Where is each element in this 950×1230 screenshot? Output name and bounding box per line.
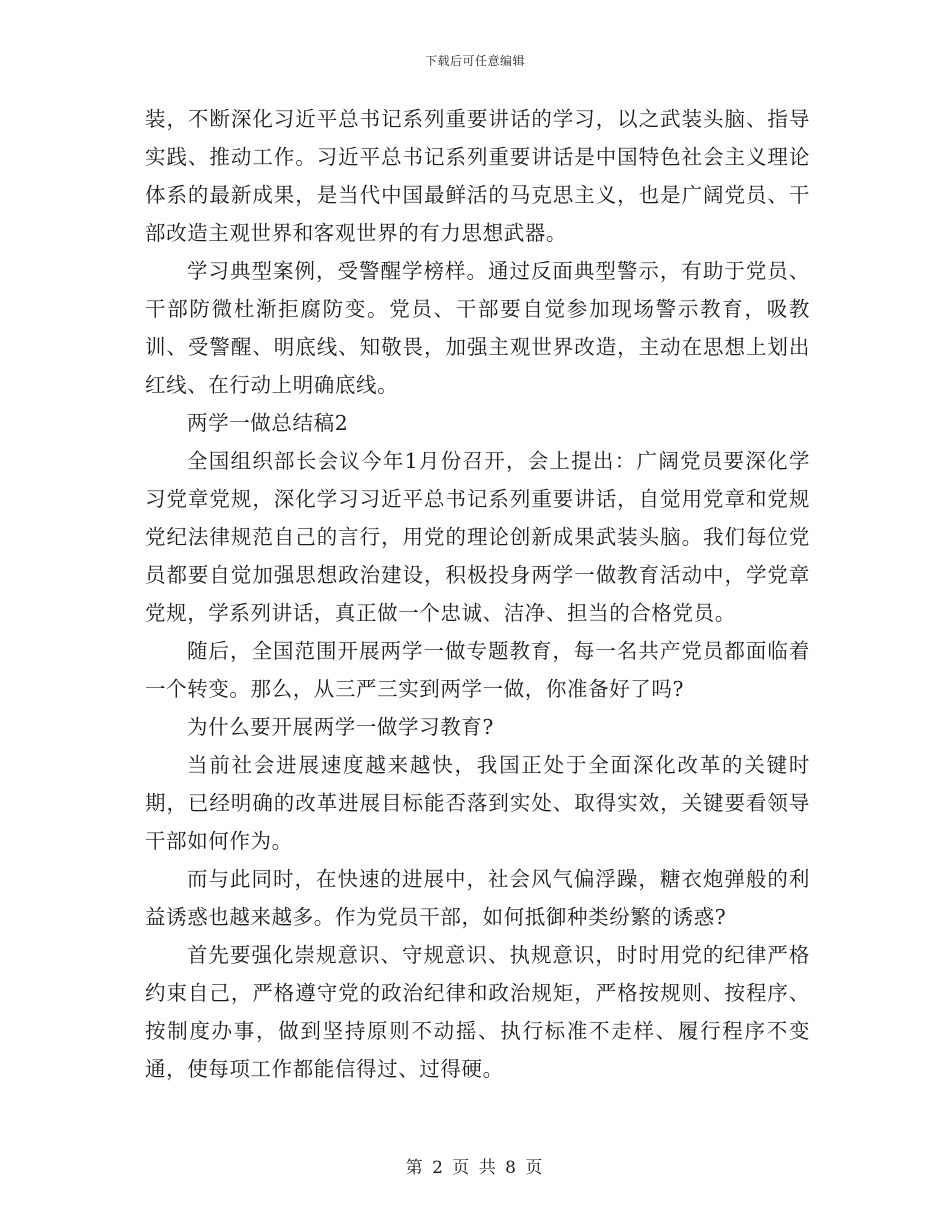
paragraph-discipline: 首先要强化崇规意识、守规意识、执规意识，时时用党的纪律严格约束自己，严格遵守党的政治纪律和政治规矩，严格按规则、按程序、按制度办事，做到坚持原则不动摇、执行标准不走样、履行程序不变通，使每项工作都能信得过、过得硬。 — [145, 943, 810, 1081]
paragraph-conference: 全国组织部长会议今年1月份召开，会上提出：广阔党员要深化学习党章党规，深化学习习近平总书记系列重要讲话，自觉用党章和党规党纪法律规范自己的言行，用党的理论创新成果武装头脑。我们每位党员都要自觉加强思想政治建设，积极投身两学一做教育活动中，学党章党规，学系列讲话，真正做一个忠诚、洁净、担当的合格党员。 — [145, 449, 810, 625]
paragraph-temptation: 而与此同时，在快速的进展中，社会风气偏浮躁，糖衣炮弹般的利益诱惑也越来越多。作为党员干部，如何抵御种类纷繁的诱惑? — [145, 867, 810, 929]
document-body — [145, 100, 810, 1088]
section-heading: 两学一做总结稿2 — [187, 411, 349, 435]
question-heading: 为什么要开展两学一做学习教育? — [187, 715, 494, 739]
paragraph-continuation: 装，不断深化习近平总书记系列重要讲话的学习，以之武装头脑、指导实践、推动工作。习近平总书记系列重要讲话是中国特色社会主义理论体系的最新成果，是当代中国最鲜活的马克思主义，也是广阔党员、干部改造主观世界和客观世界的有力思想武器。 — [145, 107, 810, 245]
paragraph-special-education: 随后，全国范围开展两学一做专题教育，每一名共产党员都面临着一个转变。那么，从三严三实到两学一做，你准备好了吗? — [145, 639, 810, 701]
page-number: 第 2 页 共 8 页 — [405, 1158, 545, 1178]
paragraph-case-study: 学习典型案例，受警醒学榜样。通过反面典型警示，有助于党员、干部防微杜渐拒腐防变。党员、干部要自觉参加现场警示教育，吸教训、受警醒、明底线、知敬畏，加强主观世界改造，主动在思想上划出红线、在行动上明确底线。 — [145, 259, 810, 397]
page-header: 下载后可任意编辑 — [424, 54, 525, 68]
paragraph-reform: 当前社会进展速度越来越快，我国正处于全面深化改革的关键时期，已经明确的改革进展目标能否落到实处、取得实效，关键要看领导干部如何作为。 — [145, 753, 810, 853]
